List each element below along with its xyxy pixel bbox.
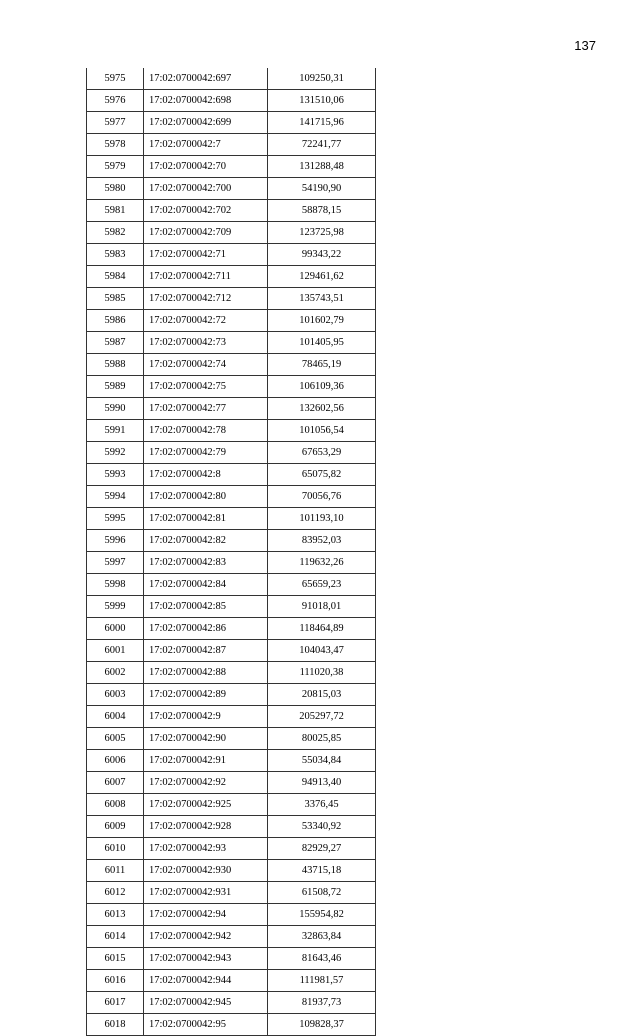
value-cell: 83952,03 <box>268 530 376 552</box>
row-number-cell: 5984 <box>87 266 144 288</box>
table-row <box>87 750 376 772</box>
value-cell: 106109,36 <box>268 376 376 398</box>
table-row <box>87 1014 376 1036</box>
cadastral-number-cell: 17:02:0700042:71 <box>144 244 268 266</box>
row-number-cell: 6001 <box>87 640 144 662</box>
value-cell: 118464,89 <box>268 618 376 640</box>
row-number-cell: 5999 <box>87 596 144 618</box>
table-row <box>87 772 376 794</box>
row-number-cell: 5976 <box>87 90 144 112</box>
table-row <box>87 178 376 200</box>
value-cell: 81643,46 <box>268 948 376 970</box>
table-row <box>87 662 376 684</box>
value-cell: 131288,48 <box>268 156 376 178</box>
table-row <box>87 354 376 376</box>
cadastral-number-cell: 17:02:0700042:943 <box>144 948 268 970</box>
cadastral-number-cell: 17:02:0700042:70 <box>144 156 268 178</box>
table-row <box>87 112 376 134</box>
value-cell: 70056,76 <box>268 486 376 508</box>
cadastral-number-cell: 17:02:0700042:709 <box>144 222 268 244</box>
value-cell: 119632,26 <box>268 552 376 574</box>
table-row <box>87 596 376 618</box>
row-number-cell: 6018 <box>87 1014 144 1036</box>
row-number-cell: 5988 <box>87 354 144 376</box>
row-number-cell: 5980 <box>87 178 144 200</box>
cadastral-number-cell: 17:02:0700042:90 <box>144 728 268 750</box>
cadastral-number-cell: 17:02:0700042:698 <box>144 90 268 112</box>
row-number-cell: 5995 <box>87 508 144 530</box>
value-cell: 65075,82 <box>268 464 376 486</box>
row-number-cell: 6002 <box>87 662 144 684</box>
table-row <box>87 838 376 860</box>
value-cell: 101602,79 <box>268 310 376 332</box>
cadastral-number-cell: 17:02:0700042:86 <box>144 618 268 640</box>
table-row <box>87 948 376 970</box>
cadastral-number-cell: 17:02:0700042:93 <box>144 838 268 860</box>
cadastral-number-cell: 17:02:0700042:88 <box>144 662 268 684</box>
row-number-cell: 6005 <box>87 728 144 750</box>
row-number-cell: 6009 <box>87 816 144 838</box>
table-row <box>87 134 376 156</box>
row-number-cell: 5981 <box>87 200 144 222</box>
table-row <box>87 420 376 442</box>
value-cell: 205297,72 <box>268 706 376 728</box>
row-number-cell: 5975 <box>87 68 144 90</box>
row-number-cell: 6011 <box>87 860 144 882</box>
value-cell: 43715,18 <box>268 860 376 882</box>
table-row <box>87 728 376 750</box>
row-number-cell: 5989 <box>87 376 144 398</box>
table-row <box>87 332 376 354</box>
table-row <box>87 574 376 596</box>
cadastral-number-cell: 17:02:0700042:95 <box>144 1014 268 1036</box>
table-row <box>87 442 376 464</box>
table-row <box>87 860 376 882</box>
cadastral-number-cell: 17:02:0700042:699 <box>144 112 268 134</box>
cadastral-number-cell: 17:02:0700042:81 <box>144 508 268 530</box>
value-cell: 61508,72 <box>268 882 376 904</box>
row-number-cell: 6007 <box>87 772 144 794</box>
cadastral-number-cell: 17:02:0700042:92 <box>144 772 268 794</box>
cadastral-number-cell: 17:02:0700042:8 <box>144 464 268 486</box>
row-number-cell: 6006 <box>87 750 144 772</box>
cadastral-number-cell: 17:02:0700042:79 <box>144 442 268 464</box>
cadastral-number-cell: 17:02:0700042:77 <box>144 398 268 420</box>
value-cell: 111981,57 <box>268 970 376 992</box>
value-cell: 101405,95 <box>268 332 376 354</box>
row-number-cell: 5978 <box>87 134 144 156</box>
table-row <box>87 222 376 244</box>
cadastral-number-cell: 17:02:0700042:78 <box>144 420 268 442</box>
value-cell: 129461,62 <box>268 266 376 288</box>
row-number-cell: 5982 <box>87 222 144 244</box>
value-cell: 82929,27 <box>268 838 376 860</box>
row-number-cell: 6012 <box>87 882 144 904</box>
value-cell: 91018,01 <box>268 596 376 618</box>
table-row <box>87 486 376 508</box>
value-cell: 81937,73 <box>268 992 376 1014</box>
cadastral-number-cell: 17:02:0700042:928 <box>144 816 268 838</box>
value-cell: 111020,38 <box>268 662 376 684</box>
cadastral-number-cell: 17:02:0700042:945 <box>144 992 268 1014</box>
value-cell: 72241,77 <box>268 134 376 156</box>
cadastral-number-cell: 17:02:0700042:87 <box>144 640 268 662</box>
row-number-cell: 5998 <box>87 574 144 596</box>
cadastral-number-cell: 17:02:0700042:74 <box>144 354 268 376</box>
row-number-cell: 5991 <box>87 420 144 442</box>
cadastral-number-cell: 17:02:0700042:925 <box>144 794 268 816</box>
table-row <box>87 816 376 838</box>
row-number-cell: 5983 <box>87 244 144 266</box>
value-cell: 141715,96 <box>268 112 376 134</box>
value-cell: 65659,23 <box>268 574 376 596</box>
table-row <box>87 464 376 486</box>
table-row <box>87 684 376 706</box>
value-cell: 54190,90 <box>268 178 376 200</box>
row-number-cell: 6004 <box>87 706 144 728</box>
table-row <box>87 926 376 948</box>
table-body <box>87 68 376 1036</box>
table-row <box>87 200 376 222</box>
cadastral-value-table <box>86 68 376 1036</box>
value-cell: 109250,31 <box>268 68 376 90</box>
table-row <box>87 992 376 1014</box>
cadastral-number-cell: 17:02:0700042:944 <box>144 970 268 992</box>
table-row <box>87 244 376 266</box>
value-cell: 20815,03 <box>268 684 376 706</box>
row-number-cell: 5997 <box>87 552 144 574</box>
cadastral-number-cell: 17:02:0700042:702 <box>144 200 268 222</box>
row-number-cell: 6003 <box>87 684 144 706</box>
value-cell: 53340,92 <box>268 816 376 838</box>
row-number-cell: 6013 <box>87 904 144 926</box>
cadastral-number-cell: 17:02:0700042:9 <box>144 706 268 728</box>
table-row <box>87 90 376 112</box>
row-number-cell: 6000 <box>87 618 144 640</box>
row-number-cell: 6010 <box>87 838 144 860</box>
table-row <box>87 882 376 904</box>
table-row <box>87 706 376 728</box>
row-number-cell: 5979 <box>87 156 144 178</box>
value-cell: 109828,37 <box>268 1014 376 1036</box>
cadastral-number-cell: 17:02:0700042:942 <box>144 926 268 948</box>
cadastral-number-cell: 17:02:0700042:930 <box>144 860 268 882</box>
value-cell: 123725,98 <box>268 222 376 244</box>
cadastral-number-cell: 17:02:0700042:91 <box>144 750 268 772</box>
cadastral-number-cell: 17:02:0700042:711 <box>144 266 268 288</box>
row-number-cell: 6016 <box>87 970 144 992</box>
table-row <box>87 618 376 640</box>
cadastral-number-cell: 17:02:0700042:84 <box>144 574 268 596</box>
value-cell: 94913,40 <box>268 772 376 794</box>
table-row <box>87 508 376 530</box>
cadastral-number-cell: 17:02:0700042:7 <box>144 134 268 156</box>
cadastral-number-cell: 17:02:0700042:712 <box>144 288 268 310</box>
row-number-cell: 5977 <box>87 112 144 134</box>
cadastral-number-cell: 17:02:0700042:72 <box>144 310 268 332</box>
value-cell: 132602,56 <box>268 398 376 420</box>
table-row <box>87 904 376 926</box>
table-row <box>87 552 376 574</box>
row-number-cell: 5996 <box>87 530 144 552</box>
table-row <box>87 310 376 332</box>
value-cell: 32863,84 <box>268 926 376 948</box>
value-cell: 101056,54 <box>268 420 376 442</box>
row-number-cell: 6017 <box>87 992 144 1014</box>
row-number-cell: 5992 <box>87 442 144 464</box>
cadastral-number-cell: 17:02:0700042:82 <box>144 530 268 552</box>
table-row <box>87 376 376 398</box>
value-cell: 78465,19 <box>268 354 376 376</box>
table-row <box>87 398 376 420</box>
cadastral-number-cell: 17:02:0700042:700 <box>144 178 268 200</box>
value-cell: 55034,84 <box>268 750 376 772</box>
value-cell: 155954,82 <box>268 904 376 926</box>
table-row <box>87 640 376 662</box>
row-number-cell: 6008 <box>87 794 144 816</box>
row-number-cell: 5993 <box>87 464 144 486</box>
value-cell: 135743,51 <box>268 288 376 310</box>
cadastral-number-cell: 17:02:0700042:75 <box>144 376 268 398</box>
table-row <box>87 68 376 90</box>
cadastral-number-cell: 17:02:0700042:697 <box>144 68 268 90</box>
table-row <box>87 266 376 288</box>
cadastral-number-cell: 17:02:0700042:931 <box>144 882 268 904</box>
value-cell: 3376,45 <box>268 794 376 816</box>
value-cell: 131510,06 <box>268 90 376 112</box>
table-row <box>87 156 376 178</box>
row-number-cell: 6015 <box>87 948 144 970</box>
cadastral-number-cell: 17:02:0700042:73 <box>144 332 268 354</box>
cadastral-number-cell: 17:02:0700042:80 <box>144 486 268 508</box>
table-row <box>87 794 376 816</box>
row-number-cell: 5990 <box>87 398 144 420</box>
row-number-cell: 6014 <box>87 926 144 948</box>
cadastral-number-cell: 17:02:0700042:94 <box>144 904 268 926</box>
row-number-cell: 5985 <box>87 288 144 310</box>
table-row <box>87 530 376 552</box>
page-number: 137 <box>574 38 596 53</box>
cadastral-number-cell: 17:02:0700042:85 <box>144 596 268 618</box>
value-cell: 101193,10 <box>268 508 376 530</box>
value-cell: 58878,15 <box>268 200 376 222</box>
table-row <box>87 288 376 310</box>
value-cell: 67653,29 <box>268 442 376 464</box>
row-number-cell: 5986 <box>87 310 144 332</box>
value-cell: 99343,22 <box>268 244 376 266</box>
value-cell: 80025,85 <box>268 728 376 750</box>
row-number-cell: 5987 <box>87 332 144 354</box>
cadastral-number-cell: 17:02:0700042:89 <box>144 684 268 706</box>
table-row <box>87 970 376 992</box>
value-cell: 104043,47 <box>268 640 376 662</box>
row-number-cell: 5994 <box>87 486 144 508</box>
cadastral-number-cell: 17:02:0700042:83 <box>144 552 268 574</box>
